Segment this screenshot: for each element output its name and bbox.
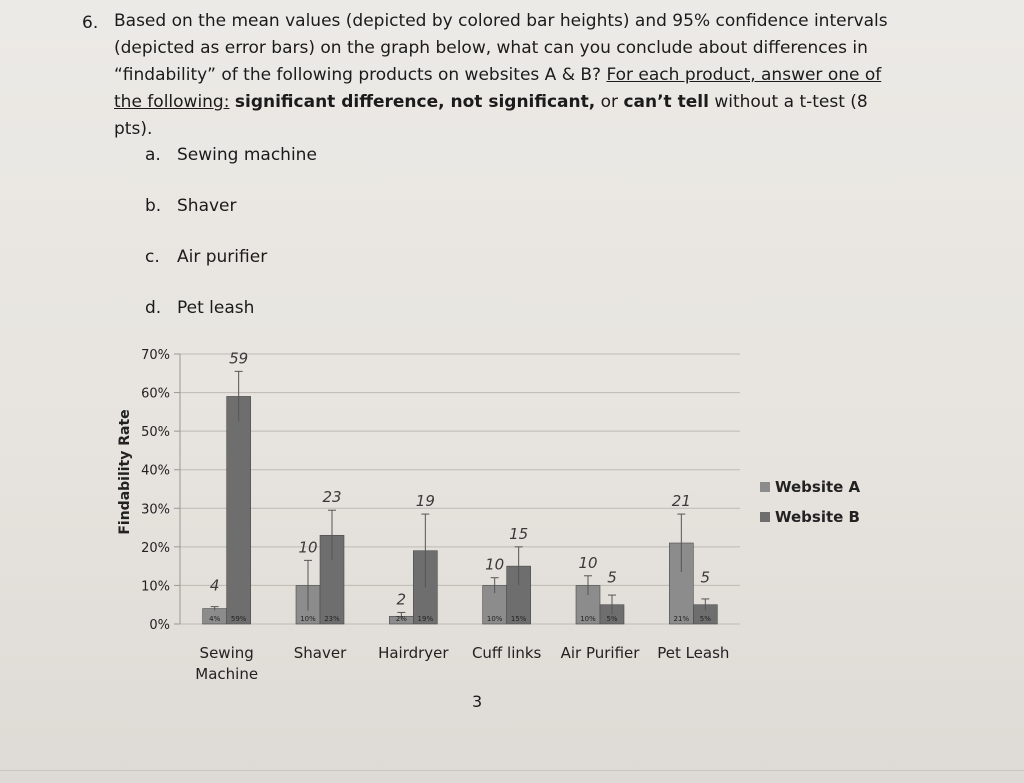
data-label: 21% — [673, 615, 690, 623]
question-tail: without a t-test (8 pts). — [114, 92, 868, 139]
x-category-label: Hairdryer — [378, 644, 449, 662]
handwritten-annotation: 10 — [485, 555, 505, 574]
data-label: 2% — [395, 615, 407, 623]
bar-website-b — [227, 396, 251, 624]
question-or: or — [600, 92, 619, 112]
question-number: 6. — [82, 13, 99, 33]
legend-label: Website B — [775, 508, 860, 526]
data-label: 59% — [230, 615, 247, 623]
option-label: Sewing machine — [177, 145, 317, 165]
handwritten-annotation: 5 — [700, 568, 711, 587]
x-category-label: Machine — [195, 665, 259, 683]
y-tick-label: 30% — [141, 502, 170, 518]
legend-swatch — [760, 512, 770, 522]
x-category-label: Air Purifier — [560, 644, 640, 662]
x-category-label: Pet Leash — [657, 644, 730, 662]
handwritten-annotation: 10 — [298, 538, 318, 557]
question-bold-2: can’t tell — [623, 92, 709, 112]
y-tick-label: 10% — [141, 579, 170, 595]
option-letter: a. — [145, 145, 161, 165]
option-label: Shaver — [177, 196, 237, 216]
page-number: 3 — [472, 692, 483, 711]
data-label: 10% — [580, 615, 596, 623]
y-tick-label: 20% — [141, 540, 170, 556]
y-axis-label: Findability Rate — [117, 409, 133, 535]
handwritten-annotation: 4 — [209, 576, 220, 595]
question-bold: significant difference, not significant, — [234, 92, 596, 112]
handwritten-annotation: 19 — [415, 492, 435, 511]
handwritten-annotation: 5 — [607, 568, 617, 587]
option-letter: c. — [145, 247, 160, 267]
data-label: 5% — [606, 615, 618, 623]
y-tick-label: 50% — [141, 425, 170, 441]
handwritten-annotation: 10 — [578, 553, 598, 572]
data-label: 10% — [300, 615, 316, 623]
data-label: 15% — [510, 615, 527, 623]
handwritten-annotation: 2 — [396, 590, 407, 609]
option-letter: d. — [145, 298, 162, 318]
y-tick-label: 40% — [141, 463, 170, 479]
x-category-label: Sewing — [199, 644, 254, 662]
legend-swatch — [760, 482, 770, 492]
x-category-label: Cuff links — [471, 644, 542, 662]
data-label: 23% — [324, 615, 340, 623]
y-tick-label: 70% — [141, 348, 170, 363]
bottom-edge — [0, 770, 1024, 771]
data-label: 5% — [699, 615, 711, 623]
y-tick-label: 0% — [149, 618, 170, 633]
option-label: Pet leash — [177, 298, 255, 318]
data-label: 19% — [417, 615, 434, 623]
option-letter: b. — [145, 196, 162, 216]
handwritten-annotation: 15 — [509, 524, 529, 543]
question-plain: Based on the mean values (depicted by colored bar heights) and 95% confidence intervals (depicted as error bars) on the graph below, what can you conclude about differences in “findability” of the following products on websites A & B? — [114, 11, 888, 85]
data-label: 10% — [486, 615, 503, 623]
data-label: 4% — [209, 615, 221, 623]
question-underlined: For each product, answer one of the following: — [114, 65, 882, 112]
legend-label: Website A — [775, 478, 861, 496]
handwritten-annotation: 21 — [671, 492, 691, 511]
handwritten-annotation: 59 — [229, 349, 249, 368]
x-category-label: Shaver — [293, 644, 347, 662]
option-label: Air purifier — [177, 247, 268, 267]
y-tick-label: 60% — [141, 386, 170, 402]
handwritten-annotation: 23 — [322, 488, 342, 507]
